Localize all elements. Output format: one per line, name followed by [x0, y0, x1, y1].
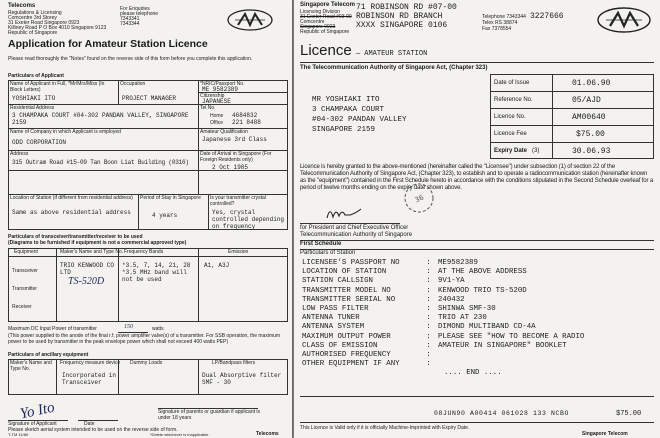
tel-office-value: 221 8488	[232, 119, 261, 126]
form-title: Application for Amateur Station Licence	[8, 38, 208, 50]
expiry-label: Expiry Date	[494, 148, 528, 154]
org-line: Regulations & Licensing	[8, 10, 62, 16]
act-reference: The Telecommunication Authority of Singapore Act, (Chapter 323)	[300, 65, 488, 71]
schedule-label: ANTENNA TUNER	[302, 314, 360, 323]
footer-brand: Singapore Telecom	[582, 431, 628, 437]
section-applicant: Particulars of Applicant	[8, 73, 64, 79]
name-label: Name of Applicant in Full, *Mr/Mrs/Miss (In Block Letters)	[10, 81, 105, 93]
form-number: T-TM 11/89	[8, 432, 29, 437]
officer-signature-icon	[324, 203, 364, 223]
residential-value: 3 CHAMPAKA COURT #04-302 PANDAN VALLEY, SINGAPORE 2159	[12, 112, 189, 126]
schedule-separator: :	[422, 268, 436, 277]
schedule-separator: :	[422, 305, 436, 313]
footer-note: *Delete whichever is inapplicable	[150, 432, 209, 437]
schedule-label: MAXIMUM OUTPUT POWER	[302, 332, 391, 341]
org-line: Singapore 0923	[300, 24, 336, 30]
arrival-value: 2 Oct 1985	[212, 164, 249, 171]
eq-header: Emission	[228, 249, 249, 255]
schedule-row	[302, 268, 527, 277]
stay-label: Period of Stay in Singapore	[140, 195, 201, 201]
overprint-address: XXXX SINGAPORE 0106	[356, 21, 448, 30]
schedule-label: ANTENNA SYSTEM	[302, 323, 365, 332]
schedule-row	[302, 295, 465, 305]
arrival-label: Date of Arrival in Singapore (For Foreign Residents only)	[200, 151, 272, 163]
schedule-value: DIMOND MULTIBAND CD-4A	[438, 323, 536, 332]
tel-office-label: Office	[210, 120, 223, 126]
schedule-separator: :	[422, 332, 436, 341]
schedule-row	[302, 305, 496, 314]
schedule-separator: :	[422, 286, 436, 295]
validity-note: This Licence is Valid only if it is officially Machine-Imprinted with Expiry Date.	[300, 425, 470, 431]
enquiries-label: For Enquiries	[120, 6, 150, 12]
schedule-row	[302, 332, 585, 342]
crystal-label: Is your transmitter crystal controlled?	[210, 195, 266, 207]
occupation-value: PROJECT MANAGER	[122, 95, 177, 102]
qualification-label: Amateur Qualification	[200, 129, 248, 135]
schedule-value: PLEASE SEE "HOW TO BECOME A RADIO	[438, 332, 585, 341]
schedule-label: LOW PASS FILTER	[302, 305, 369, 313]
licence-type: — AMATEUR STATION	[355, 50, 428, 58]
citizenship-label: Citizenship	[200, 93, 225, 99]
overprint-address: ROBINSON RD BRANCH	[356, 12, 443, 21]
eq-emission-value: A1, A3J	[204, 262, 230, 269]
contact-line: Telex RS 38874	[482, 20, 518, 26]
telecoms-logo-icon	[226, 8, 274, 32]
dc-input-note: (This power supplied to the anode of the final r.f. power amplifier valve(s) of a transmitter. For SSB operation, the maximum power to be used by transmitter in the peak envelope power which shall not exceed 400 watts PEP)	[8, 333, 281, 345]
issue-date-value: 01.06.90	[572, 79, 611, 88]
signature-label: Signature of Applicant	[8, 421, 57, 427]
official-stamp-icon	[402, 181, 436, 215]
section-equipment: Particulars of transceiver/transmitter/receiver to be used	[8, 234, 143, 240]
anc-header: Maker's Name and Type No.	[10, 360, 52, 372]
schedule-row	[302, 323, 536, 332]
application-form	[0, 0, 292, 438]
section-equipment-note: (Diagrams to be furnished if equipment is not a commercial approved type)	[8, 240, 187, 246]
occupation-label: Occupation	[120, 81, 146, 87]
org-line: Licensing Division	[300, 9, 341, 15]
anc-filter-value: Dual Absorptive filter SMF - 30	[202, 372, 282, 386]
crystal-value: Yes, crystal controlled depending on frequency	[212, 209, 285, 230]
form-instruction: Please read thoroughly the "Notes" found on the reverse side of this form before you complete this application.	[8, 56, 253, 62]
schedule-value: SHINWA SMF-30	[438, 305, 496, 313]
expiry-note: (3)	[532, 148, 540, 154]
schedule-label: TRANSMITTER SERIAL NO	[302, 295, 396, 304]
parent-signature-label: Signature of parents or guardian if applicant is under 18 years	[158, 409, 261, 421]
schedule-end: END	[466, 369, 480, 377]
reference-label: Reference No.	[494, 97, 533, 103]
addressee-line: SINGAPORE 2159	[312, 126, 376, 134]
schedule-row	[302, 351, 436, 360]
schedule-value: AT THE ABOVE ADDRESS	[438, 268, 527, 277]
contact-new-phone: 3227666	[530, 12, 564, 21]
schedule-label: LICENSEE'S PASSPORT NO	[302, 259, 400, 267]
particulars-heading: Particulars of Station	[300, 250, 356, 256]
org-line: 31 Exeter Road #03-00	[300, 14, 352, 20]
schedule-value: 240432	[438, 295, 465, 304]
dc-input-value: 150	[124, 324, 133, 330]
enquiries-phone: 7343344	[120, 21, 140, 27]
first-schedule-heading: First Schedule	[300, 241, 342, 247]
nric-value: ME 9582389	[202, 86, 239, 93]
schedule-end-marker: .... END ....	[444, 369, 502, 377]
schedule-separator: :	[422, 277, 436, 286]
schedule-label: AUTHORISED FREQUENCY	[302, 351, 391, 359]
eq-row-label: Transceiver	[12, 268, 38, 274]
location-value: Same as above residential address	[12, 209, 131, 216]
company-address-label: Address	[10, 151, 29, 157]
stay-value: 4 years	[152, 212, 178, 219]
company-value: ODD CORPORATION	[12, 139, 67, 146]
eq-header: Frequency Bands	[124, 249, 164, 255]
schedule-value: KENWOOD TRIO TS-520D	[438, 286, 527, 295]
schedule-row	[302, 314, 487, 323]
dc-input-label: Maximum DC Input Power of transmitter	[8, 326, 97, 332]
licence-document	[294, 0, 660, 438]
schedule-row	[302, 341, 567, 351]
schedule-label: TRANSMITTER MODEL NO	[302, 286, 391, 295]
fee-value: $75.00	[576, 130, 605, 139]
company-label: Name of Company in which Applicant is employed	[10, 129, 121, 135]
fee-label: Licence Fee	[494, 131, 527, 137]
schedule-separator: :	[422, 351, 436, 359]
org-line: Republic of Singapore	[8, 30, 58, 36]
grant-text: Licence is hereby granted to the above-mentioned (hereinafter called the "Licensee") under subsection (1) of section 22 of the Telecommunication Authority of Singapore Act, (Chapter 323), to establish and to operate a radiocommunication station (hereinafter known as the "equipment") contained in the First Schedule hereto in accordance with the conditions stipulated in the Second Schedule overleaf for a period of twelve months ending on the expiry date shown above.	[300, 164, 654, 191]
enquiries-label: please telephone	[120, 11, 159, 17]
tel-home-value: 4684832	[232, 112, 258, 119]
machine-imprint: 08JUN90 A00414 061028 133 NCBO	[434, 410, 570, 417]
date-label: Date	[84, 421, 95, 427]
eq-maker-value: TRIO KENWOOD CO LTD	[60, 262, 115, 276]
org-line: Comcentre	[300, 19, 325, 25]
org-line: Killiney Road P O Box 4010 Singapore 9123	[8, 25, 107, 31]
addressee-line: #04-302 PANDAN VALLEY	[312, 116, 407, 124]
eq-model-value: TS-520D	[68, 276, 105, 287]
schedule-row	[302, 286, 527, 296]
schedule-separator: :	[422, 314, 436, 323]
nric-label: *NRIC/Passport No.	[200, 81, 245, 87]
org-name: Telecoms	[8, 3, 36, 9]
anc-header: Dummy Loads	[130, 360, 163, 366]
addressee-line: MR YOSHIAKI ITO	[312, 96, 380, 104]
residential-label: Residential Address	[10, 105, 55, 111]
anc-header: LP/Bandpass filters	[212, 360, 256, 366]
schedule-separator: :	[422, 323, 436, 332]
sketch-note: Please sketch aerial system intended to be used on the reverse side of form.	[8, 427, 178, 433]
org-line: Republic of Singapore	[300, 29, 350, 35]
anc-header: Frequency measure device	[60, 360, 121, 366]
issue-date-label: Date of Issue	[494, 80, 530, 86]
schedule-row	[302, 259, 478, 268]
tel-home-label: Home	[210, 113, 224, 119]
section-ancillary: Particulars of ancillary equipment	[8, 352, 89, 358]
eq-row-label: Receiver	[12, 304, 32, 310]
qualification-value: Japanese 3rd Class	[202, 136, 267, 143]
schedule-label: OTHER EQUIPMENT IF ANY	[302, 360, 400, 369]
licence-no-label: Licence No.	[494, 114, 526, 120]
footer-brand: Telecoms	[256, 431, 279, 437]
schedule-separator: :	[422, 295, 436, 304]
eq-row-label: Transmitter	[12, 286, 38, 292]
licence-no-value: AM00640	[572, 113, 606, 122]
schedule-value: 9V1-YA	[438, 277, 465, 286]
eq-header: Maker's Name and Type No.	[60, 249, 124, 255]
schedule-value: TRIO AT 230	[438, 314, 487, 323]
schedule-row	[302, 277, 465, 286]
company-address-value: 315 Outram Road #15-09 Tan Boon Liat Building (0316)	[12, 159, 189, 166]
signatory-line: for President and Chief Executive Officer	[300, 225, 409, 231]
addressee-line: 3 CHAMPAKA COURT	[312, 106, 385, 114]
schedule-separator: :	[422, 341, 436, 350]
schedule-value: AMATEUR IN SINGAPORE" BOOKLET	[438, 341, 567, 350]
tel-label: Tel No.	[200, 105, 216, 111]
singapore-telecom-logo-icon	[596, 6, 652, 34]
overprint-address: 71 ROBINSON RD #07-00	[356, 3, 457, 12]
reference-value: 05/AJD	[572, 96, 601, 105]
schedule-label: STATION CALLSIGN	[302, 277, 373, 286]
name-value: YOSHIAKI ITO	[12, 95, 56, 102]
org-line: 31 Exeter Road Singapore 0923	[8, 20, 80, 26]
licence-title	[300, 42, 427, 63]
schedule-row	[302, 360, 436, 369]
schedule-value: ME9582389	[438, 259, 478, 267]
expiry-value: 30.06.93	[572, 147, 611, 156]
citizenship-value: JAPANESE	[202, 98, 231, 105]
licence-title-text: Licence	[300, 42, 352, 59]
equipment-table	[8, 248, 288, 322]
schedule-separator: :	[422, 360, 436, 369]
machine-fee: $75.00	[616, 410, 642, 418]
signatory-line: Telecommunication Authority of Singapore	[300, 232, 413, 238]
anc-freq-value: Incorporated in Transceiver	[62, 372, 117, 386]
applicant-signature: Yo Ito	[18, 399, 57, 423]
dc-input-unit: watts	[152, 326, 164, 332]
schedule-separator: :	[422, 259, 436, 267]
eq-header: Equipment	[14, 249, 38, 255]
stamp-text: 36	[413, 193, 426, 205]
contact-line: Telephone 7343344	[482, 14, 526, 20]
location-label: Location of Station (if different from residential address)	[10, 195, 133, 201]
schedule-label: CLASS OF EMISSION	[302, 341, 378, 350]
eq-bands-value: *3.5, 7, 14, 21, 28 *3.5 MHz band will not be used	[122, 262, 191, 283]
schedule-label: LOCATION OF STATION	[302, 268, 387, 277]
org-line: Comcentre 3rd Storey	[8, 15, 57, 21]
contact-line: Fax 7378554	[482, 26, 512, 32]
enquiries-phone: 7343341	[120, 16, 140, 22]
org-name: Singapore Telecom	[300, 2, 355, 8]
